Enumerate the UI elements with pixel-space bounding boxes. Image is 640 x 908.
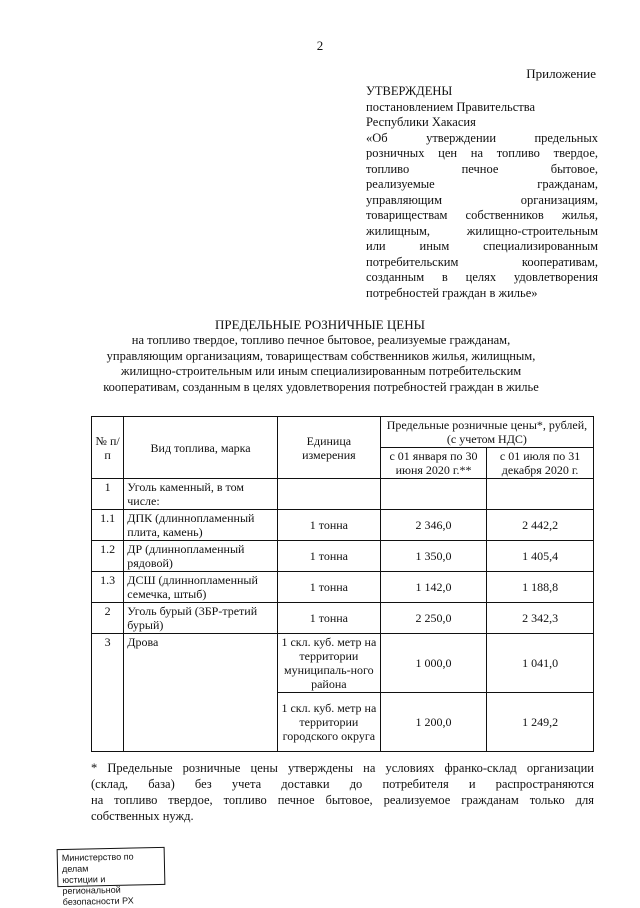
approval-line: созданным в целях удовлетворения <box>366 270 598 284</box>
table-row <box>92 634 594 693</box>
approval-line: жилищным, жилищно-строительным <box>366 223 598 238</box>
subtitle-line: управляющим организациям, товариществам собственников жилья, жилищным, <box>106 348 536 363</box>
approved-heading: УТВЕРЖДЕНЫ <box>366 84 453 98</box>
page-number: 2 <box>316 38 324 53</box>
table-row <box>92 541 594 572</box>
approval-line: товариществам собственников жилья, <box>366 208 598 222</box>
cell-number: 3 <box>92 634 124 752</box>
subtitle-line: на топливо твердое, топливо печное бытовое, реализуемые гражданам, <box>131 333 511 347</box>
approval-line: розничных цен на топливо твердое, <box>366 146 598 160</box>
approval-line: управляющим организациям, <box>366 192 598 207</box>
cell-price-2: 1 188,8 <box>487 572 594 603</box>
cell-unit: 1 тонна <box>277 572 380 603</box>
registration-stamp <box>57 847 166 908</box>
footnote-line: собственных нужд. <box>91 809 194 823</box>
cell-price-1: 2 346,0 <box>380 510 486 541</box>
document-subtitle <box>60 333 582 395</box>
approval-line: реализуемые гражданам, <box>366 177 598 191</box>
cell-price-2: 2 342,3 <box>487 603 594 634</box>
cell-number: 1 <box>92 479 124 510</box>
subtitle-line: жилищно-строительным или иным специализированным потребительским <box>120 364 522 378</box>
cell-price-2 <box>487 479 594 510</box>
cell-fuel-type: ДР (длиннопламенный рядовой) <box>124 541 278 572</box>
cell-fuel-type: ДПК (длиннопламенный плита, камень) <box>124 510 278 541</box>
cell-price-1: 1 350,0 <box>380 541 486 572</box>
cell-price-1: 1 142,0 <box>380 572 486 603</box>
cell-unit: 1 тонна <box>277 541 380 572</box>
cell-unit: 1 тонна <box>277 510 380 541</box>
cell-number: 1.3 <box>92 572 124 603</box>
cell-price-2: 1 405,4 <box>487 541 594 572</box>
footnote-line: на топливо твердое, топливо печное бытовое, реализуемое гражданам только для <box>91 793 594 807</box>
approval-line: Республики Хакасия <box>366 115 476 129</box>
cell-price-1: 1 000,0 <box>380 634 486 693</box>
header-number: № п/п <box>92 417 124 479</box>
cell-price-2: 1 249,2 <box>487 693 594 752</box>
cell-fuel-type: Уголь бурый (3БР-третий бурый) <box>124 603 278 634</box>
cell-unit <box>277 479 380 510</box>
header-period-2: с 01 июля по 31 декабря 2020 г. <box>487 448 594 479</box>
cell-unit: 1 скл. куб. метр на территории муниципаль-ного района <box>277 634 380 693</box>
footnote-line: * Предельные розничные цены утверждены на условиях франко-склад организации <box>91 761 594 775</box>
stamp-line: юстиции и региональной <box>62 874 121 897</box>
footnote <box>91 760 594 824</box>
approval-line: постановлением Правительства <box>366 99 536 114</box>
stamp-line: безопасности РХ <box>62 895 134 908</box>
table-row <box>92 572 594 603</box>
footnote-line: (склад, база) без учета доставки до потребителя и распространяются <box>91 777 594 791</box>
approval-line: или иным специализированным <box>366 239 598 253</box>
approval-line: топливо печное бытовое, <box>366 161 598 176</box>
cell-fuel-type: Дрова <box>124 634 278 752</box>
table-header-row <box>92 417 594 448</box>
document-title: ПРЕДЕЛЬНЫЕ РОЗНИЧНЫЕ ЦЕНЫ <box>215 317 425 332</box>
cell-number: 2 <box>92 603 124 634</box>
cell-price-1 <box>380 479 486 510</box>
cell-number: 1.2 <box>92 541 124 572</box>
cell-unit: 1 тонна <box>277 603 380 634</box>
header-price-group: Предельные розничные цены*, рублей, (с учетом НДС) <box>380 417 593 448</box>
table-row <box>92 510 594 541</box>
cell-price-1: 2 250,0 <box>380 603 486 634</box>
cell-price-1: 1 200,0 <box>380 693 486 752</box>
price-table <box>91 416 594 752</box>
cell-number: 1.1 <box>92 510 124 541</box>
cell-fuel-type: ДСШ (длиннопламенный семечка, штыб) <box>124 572 278 603</box>
header-fuel-type: Вид топлива, марка <box>124 417 278 479</box>
table-row <box>92 603 594 634</box>
appendix-label: Приложение <box>526 66 596 81</box>
cell-price-2: 1 041,0 <box>487 634 594 693</box>
subtitle-line: кооперативам, созданным в целях удовлетворения потребностей граждан в жилье <box>103 379 539 394</box>
approval-line: потребительским кооперативам, <box>366 254 598 269</box>
table-row <box>92 479 594 510</box>
cell-unit: 1 скл. куб. метр на территории городского округа <box>277 693 380 752</box>
cell-price-2: 2 442,2 <box>487 510 594 541</box>
approval-block <box>366 84 598 301</box>
approval-line: «Об утверждении предельных <box>366 130 598 145</box>
header-period-1: с 01 января по 30 июня 2020 г.** <box>380 448 486 479</box>
approval-line: потребностей граждан в жилье» <box>366 285 538 300</box>
stamp-line: Министерство по делам <box>61 851 134 875</box>
header-unit: Единица измерения <box>277 417 380 479</box>
cell-fuel-type: Уголь каменный, в том числе: <box>124 479 278 510</box>
